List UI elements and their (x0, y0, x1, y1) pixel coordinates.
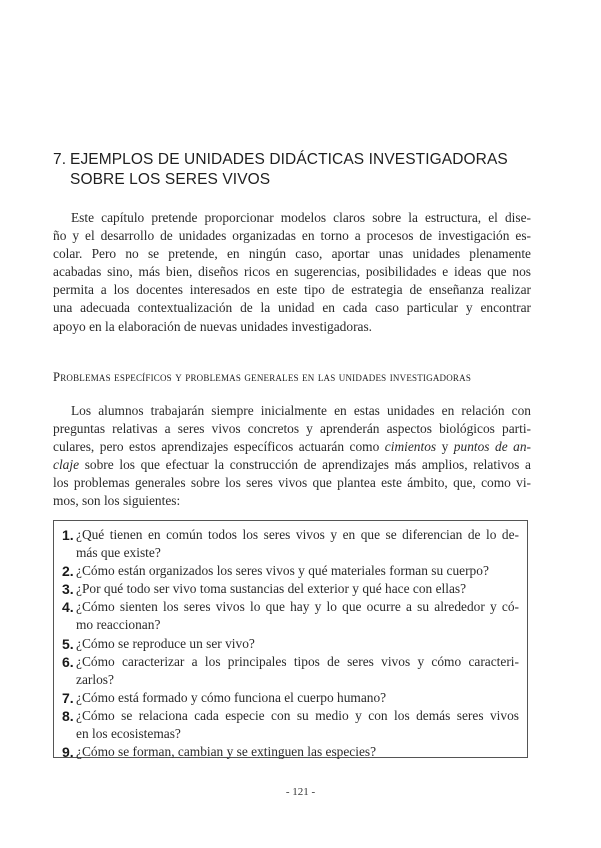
question-line: ¿Por qué todo ser vivo toma sustancias del exterior y qué hace con ellas? (76, 581, 467, 597)
question-text (76, 598, 519, 634)
question-text (76, 689, 519, 707)
intro-line: colar. Pero no se pretende, en ningún caso, aportar unas unidades plenamente (53, 246, 531, 262)
intro-line: acabadas sino, más bien, diseños ricos en sugerencias, posibilidades e ideas que nos (53, 264, 531, 280)
question-number: 6. (62, 653, 74, 670)
question-number: 7. (62, 689, 74, 706)
body-text: y (436, 439, 454, 455)
body-line: preguntas relativas a seres vivos concretos y aprenderán aspectos biológicos parti- (53, 421, 531, 437)
body-line: Los alumnos trabajarán siempre inicialmente en estas unidades en relación con (71, 403, 531, 418)
question-line: mo reaccionan? (76, 617, 161, 633)
intro-line: permita a los docentes interesados en este tipo de estrategia de enseñanza realizar (53, 282, 531, 298)
question-number: 2. (62, 563, 74, 580)
chapter-title-line2: SOBRE LOS SERES VIVOS (70, 171, 271, 188)
body-line: los problemas generales sobre los seres vivos que plantea este ámbito, que, como vi- (53, 475, 531, 491)
questions-box (53, 520, 528, 761)
question-line: ¿Cómo sienten los seres vivos lo que hay y lo que ocurre a su alrededor y có- (76, 599, 519, 615)
question-line: ¿Cómo se relaciona cada especie con su medio y con los demás seres vivos (76, 707, 519, 723)
intro-paragraph (53, 209, 531, 336)
question-item (62, 743, 519, 761)
question-text (76, 580, 519, 598)
intro-line: una adecuada contextualización de la unidad en cada caso particular y encontrar (53, 300, 531, 316)
question-item (62, 689, 519, 707)
emphasis-cimientos: cimientos (384, 439, 437, 455)
question-line: más que existe? (76, 545, 161, 561)
intro-line: ño y el desarrollo de unidades organizadas en torno a procesos de investigación es- (53, 228, 531, 244)
question-line: ¿Cómo está formado y cómo funciona el cuerpo humano? (76, 689, 387, 705)
question-number: 3. (62, 581, 74, 598)
question-line: ¿Cómo caracterizar a los principales tipos de seres vivos y cómo caracteri- (76, 653, 519, 669)
emphasis-puntos-de-anclaje: puntos de an- (453, 439, 531, 455)
question-item (62, 598, 519, 634)
question-text (76, 526, 519, 562)
chapter-number: 7. (53, 151, 67, 168)
question-text (76, 653, 519, 689)
question-number: 9. (62, 744, 74, 761)
body-line (53, 438, 531, 456)
question-number: 4. (62, 599, 74, 616)
question-item (62, 580, 519, 598)
body-line (53, 456, 531, 474)
question-line: ¿Cómo se reproduce un ser vivo? (76, 635, 255, 651)
question-item (62, 707, 519, 743)
question-text (76, 635, 519, 653)
question-text (76, 743, 519, 761)
question-number: 1. (62, 527, 74, 543)
intro-line: apoyo en la elaboración de nuevas unidades investigadoras. (53, 318, 373, 334)
question-line: ¿Qué tienen en común todos los seres vivos y en que se diferencian de lo de- (76, 527, 519, 542)
question-line: en los ecosistemas? (76, 726, 181, 742)
chapter-title-line1: EJEMPLOS DE UNIDADES DIDÁCTICAS INVESTIGADORAS (70, 151, 508, 168)
body-text: sobre los que efectuar la construcción de aprendizajes más amplios, relativos a (79, 457, 531, 473)
question-item (62, 526, 519, 562)
intro-line: Este capítulo pretende proporcionar modelos claros sobre la estructura, el dise- (71, 210, 531, 225)
emphasis-anclaje: claje (53, 457, 80, 473)
question-line: ¿Cómo se forman, cambian y se extinguen las especies? (76, 744, 377, 760)
body-text: culares, pero estos aprendizajes específicos actuarán como (53, 439, 385, 455)
question-item (62, 653, 519, 689)
question-text (76, 562, 519, 580)
question-number: 5. (62, 635, 74, 652)
section-heading: Problemas específicos y problemas generales en las unidades investigadoras (53, 370, 472, 384)
body-line: mos, son los siguientes: (53, 493, 181, 509)
chapter-title (53, 150, 553, 190)
body-paragraph (53, 402, 531, 511)
question-item (62, 562, 519, 580)
question-line: zarlos? (76, 671, 114, 687)
question-text (76, 707, 519, 743)
question-item (62, 635, 519, 653)
question-number: 8. (62, 707, 74, 724)
page-number: - 121 - (285, 786, 316, 798)
question-line: ¿Cómo están organizados los seres vivos y qué materiales forman su cuerpo? (76, 563, 489, 579)
